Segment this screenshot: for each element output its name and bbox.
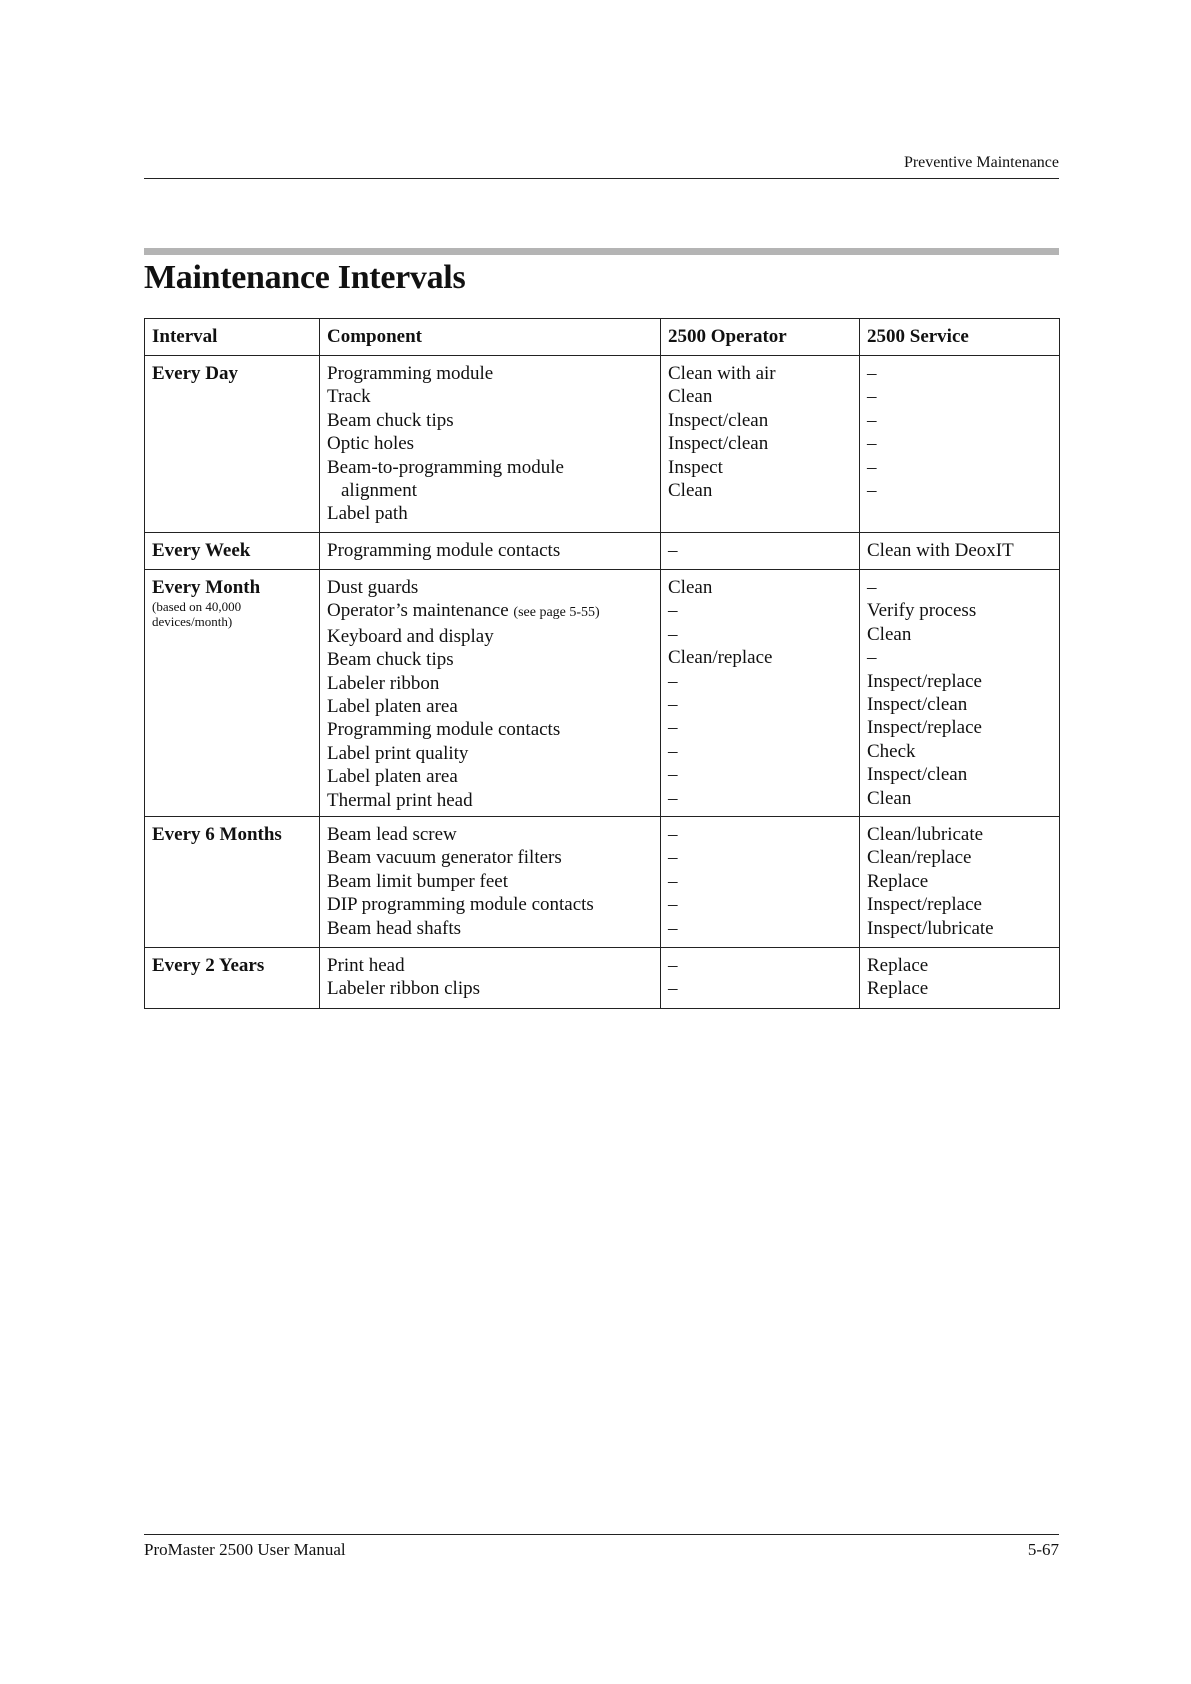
table-header-row — [145, 319, 1060, 356]
component-name: Optic holes — [327, 433, 415, 455]
running-header: Preventive Maintenance — [903, 154, 1059, 171]
component-name: Labeler ribbon clips — [327, 978, 481, 1000]
component-name: Thermal print head — [327, 789, 473, 811]
component-line — [327, 672, 653, 695]
component-line — [327, 625, 653, 648]
operator-action: – — [668, 955, 678, 977]
component-line — [327, 479, 653, 502]
interval-label: Every 2 Years — [152, 955, 265, 977]
component-name: Dust guards — [327, 577, 419, 598]
component-cell — [320, 948, 661, 1009]
component-line — [327, 718, 653, 741]
component-line — [327, 789, 653, 812]
service-action: Clean/replace — [867, 847, 972, 869]
operator-action: Inspect/clean — [668, 409, 769, 431]
component-name: Beam limit bumper feet — [327, 870, 508, 892]
service-cell — [860, 948, 1060, 1009]
column-header-service: 2500 Service — [860, 319, 1060, 356]
component-line — [327, 765, 653, 788]
component-line — [327, 599, 653, 624]
service-action: – — [867, 480, 877, 502]
interval-cell — [145, 817, 320, 948]
component-line — [327, 917, 653, 940]
operator-action: – — [668, 847, 678, 869]
service-action: Inspect/clean — [867, 694, 968, 716]
component-name: Track — [327, 386, 371, 408]
operator-action: – — [668, 600, 678, 622]
component-line — [327, 695, 653, 718]
operator-action: – — [668, 623, 678, 645]
column-header-component: Component — [320, 319, 661, 356]
table-row — [145, 533, 1060, 570]
operator-action: – — [668, 824, 678, 846]
operator-action: – — [668, 670, 678, 692]
component-name: Label platen area — [327, 696, 458, 718]
operator-action: – — [668, 787, 678, 809]
operator-action: – — [668, 764, 678, 786]
service-action: Verify process — [867, 600, 977, 622]
interval-label: Every Week — [152, 540, 251, 561]
operator-cell — [661, 948, 860, 1009]
component-cell — [320, 817, 661, 948]
service-action: – — [867, 386, 877, 408]
interval-cell — [145, 533, 320, 570]
component-name: Beam head shafts — [327, 917, 462, 939]
operator-action: Clean — [668, 480, 713, 502]
component-cell — [320, 356, 661, 533]
service-action: – — [867, 456, 877, 478]
component-line — [327, 977, 653, 1000]
service-action: Inspect/replace — [867, 670, 982, 692]
section-bar — [144, 248, 1059, 255]
interval-cell — [145, 948, 320, 1009]
service-action: – — [867, 577, 877, 598]
maintenance-table — [144, 318, 1060, 1009]
table-row — [145, 817, 1060, 948]
column-header-operator: 2500 Operator — [661, 319, 860, 356]
operator-action: – — [668, 870, 678, 892]
operator-action: – — [668, 917, 678, 939]
service-action: Clean with DeoxIT — [867, 540, 1014, 561]
footer-page-number: 5-67 — [1027, 1540, 1059, 1559]
component-line — [327, 362, 653, 385]
component-line — [327, 823, 653, 846]
service-action: Replace — [867, 978, 929, 1000]
component-name: Label path — [327, 503, 408, 525]
component-reference: (see page 5-55) — [513, 605, 600, 621]
footer-manual-title: ProMaster 2500 User Manual — [144, 1540, 346, 1559]
operator-action: Clean — [668, 386, 713, 408]
component-name: Programming module contacts — [327, 719, 561, 741]
operator-action: Clean/replace — [668, 647, 773, 669]
component-line — [327, 502, 653, 525]
service-action: – — [867, 363, 877, 384]
operator-action: – — [668, 978, 678, 1000]
component-name: Beam chuck tips — [327, 409, 454, 431]
component-name: DIP programming module contacts — [327, 894, 594, 916]
service-action: Replace — [867, 955, 929, 977]
component-name: Programming module contacts — [327, 540, 561, 561]
component-name: Beam-to-programming module — [327, 456, 564, 478]
component-line — [327, 432, 653, 455]
operator-action: – — [668, 740, 678, 762]
operator-action: – — [668, 717, 678, 739]
operator-action: – — [668, 694, 678, 716]
service-action: Inspect/clean — [867, 764, 968, 786]
operator-action: – — [668, 540, 678, 561]
operator-action: – — [668, 894, 678, 916]
service-cell — [860, 533, 1060, 570]
component-name: alignment — [341, 480, 417, 502]
service-action: – — [867, 647, 877, 669]
component-line — [327, 870, 653, 893]
component-name: Print head — [327, 955, 405, 977]
component-name: Keyboard and display — [327, 625, 494, 647]
component-cell — [320, 570, 661, 817]
operator-cell — [661, 817, 860, 948]
service-action: Replace — [867, 870, 929, 892]
operator-action: Clean — [668, 577, 713, 598]
component-name: Programming module — [327, 363, 494, 384]
component-line — [327, 742, 653, 765]
interval-cell — [145, 356, 320, 533]
operator-cell — [661, 533, 860, 570]
service-action: Inspect/lubricate — [867, 917, 994, 939]
service-action: Clean — [867, 623, 912, 645]
component-line — [327, 846, 653, 869]
table-row — [145, 570, 1060, 817]
component-line — [327, 648, 653, 671]
operator-action: Clean with air — [668, 363, 776, 384]
footer-rule — [144, 1534, 1059, 1535]
table-row — [145, 948, 1060, 1009]
component-line — [327, 539, 653, 562]
component-line — [327, 576, 653, 599]
table-row — [145, 356, 1060, 533]
service-action: – — [867, 409, 877, 431]
component-line — [327, 893, 653, 916]
service-action: Check — [867, 740, 916, 762]
component-name: Operator’s maintenance — [327, 600, 509, 622]
service-action: Inspect/replace — [867, 717, 982, 739]
operator-cell — [661, 356, 860, 533]
component-name: Beam lead screw — [327, 824, 457, 846]
component-cell — [320, 533, 661, 570]
interval-cell — [145, 570, 320, 817]
service-action: Inspect/replace — [867, 894, 982, 916]
service-action: Clean/lubricate — [867, 824, 984, 846]
interval-label: Every Day — [152, 363, 239, 384]
service-cell — [860, 817, 1060, 948]
interval-label: Every 6 Months — [152, 824, 282, 846]
operator-cell — [661, 570, 860, 817]
service-action: Clean — [867, 787, 912, 809]
page-title: Maintenance Intervals — [144, 259, 466, 296]
interval-label: Every Month — [152, 577, 261, 598]
component-name: Label print quality — [327, 742, 469, 764]
interval-note: (based on 40,000 devices/month) — [152, 599, 242, 630]
component-line — [327, 409, 653, 432]
service-cell — [860, 570, 1060, 817]
component-line — [327, 954, 653, 977]
operator-action: Inspect/clean — [668, 433, 769, 455]
operator-action: Inspect — [668, 456, 723, 478]
component-name: Labeler ribbon — [327, 672, 440, 694]
component-name: Beam chuck tips — [327, 649, 454, 671]
component-name: Beam vacuum generator filters — [327, 847, 562, 869]
component-name: Label platen area — [327, 766, 458, 788]
component-line — [327, 456, 653, 479]
column-header-interval: Interval — [145, 319, 320, 356]
header-rule — [144, 178, 1059, 179]
component-line — [327, 385, 653, 408]
service-cell — [860, 356, 1060, 533]
service-action: – — [867, 433, 877, 455]
